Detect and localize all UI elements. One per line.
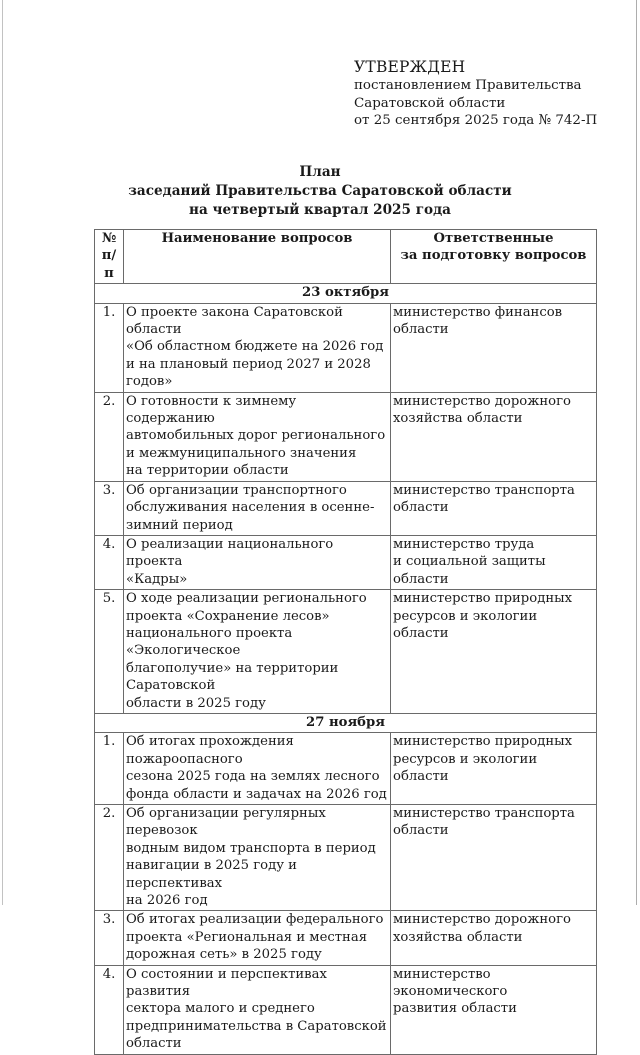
section-row bbox=[95, 284, 597, 303]
approval-stamp: УТВЕРЖДЕН bbox=[354, 58, 466, 76]
question-line: национального проекта «Экологическое bbox=[126, 625, 293, 659]
row-number: 3. bbox=[95, 911, 124, 965]
table-row bbox=[95, 392, 597, 481]
question-cell bbox=[124, 805, 391, 911]
table-header-row bbox=[95, 230, 597, 284]
responsible-cell bbox=[391, 392, 597, 481]
title-line: на четвертый квартал 2025 года bbox=[189, 202, 451, 218]
question-cell bbox=[124, 535, 391, 589]
header-num-line2: п/п bbox=[101, 248, 117, 281]
responsible-cell bbox=[391, 965, 597, 1054]
document-title bbox=[0, 163, 640, 220]
table-row bbox=[95, 911, 597, 965]
question-line: области bbox=[126, 1036, 182, 1052]
question-line: Об итогах реализации федерального bbox=[126, 912, 384, 928]
title-line: заседаний Правительства Саратовской области bbox=[128, 183, 512, 199]
row-number: 1. bbox=[95, 303, 124, 392]
responsible-line: области bbox=[393, 500, 449, 516]
responsible-line: министерство финансов bbox=[393, 304, 563, 320]
header-responsible bbox=[391, 230, 597, 284]
question-line: сезона 2025 года на землях лесного bbox=[126, 769, 380, 785]
question-line: Об итогах прохождения пожароопасного bbox=[126, 734, 294, 767]
table-row bbox=[95, 805, 597, 911]
question-cell bbox=[124, 590, 391, 714]
responsible-cell bbox=[391, 535, 597, 589]
approval-line: от 25 сентября 2025 года № 742-П bbox=[354, 113, 598, 128]
page-edge-right bbox=[636, 0, 637, 905]
responsible-line: и социальной защиты области bbox=[393, 554, 546, 587]
question-line: водным видом транспорта в период bbox=[126, 840, 376, 856]
question-line: дорожная сеть» в 2025 году bbox=[126, 947, 322, 963]
plan-table-body bbox=[95, 284, 597, 1054]
row-number: 2. bbox=[95, 392, 124, 481]
responsible-cell bbox=[391, 911, 597, 965]
responsible-line: области bbox=[393, 322, 449, 338]
table-row bbox=[95, 303, 597, 392]
question-cell bbox=[124, 303, 391, 392]
row-number: 3. bbox=[95, 481, 124, 535]
table-row bbox=[95, 535, 597, 589]
question-cell bbox=[124, 392, 391, 481]
responsible-line: области bbox=[393, 823, 449, 839]
question-line: зимний период bbox=[126, 517, 233, 533]
responsible-line: развития области bbox=[393, 1001, 517, 1017]
responsible-line: министерство дорожного bbox=[393, 393, 571, 409]
row-number: 5. bbox=[95, 590, 124, 714]
table-row bbox=[95, 733, 597, 805]
question-line: «Об областном бюджете на 2026 год bbox=[126, 339, 384, 355]
question-line: О ходе реализации регионального bbox=[126, 591, 367, 607]
header-num bbox=[95, 230, 124, 284]
header-responsible-line2: за подготовку вопросов bbox=[400, 248, 587, 264]
responsible-line: министерство природных bbox=[393, 734, 573, 750]
responsible-cell bbox=[391, 481, 597, 535]
responsible-line: министерство природных bbox=[393, 591, 573, 607]
question-line: на территории области bbox=[126, 463, 289, 479]
header-question: Наименование вопросов bbox=[124, 230, 391, 284]
question-line: сектора малого и среднего bbox=[126, 1001, 315, 1017]
responsible-cell bbox=[391, 805, 597, 911]
question-line: О состоянии и перспективах развития bbox=[126, 966, 327, 1000]
responsible-cell bbox=[391, 590, 597, 714]
question-line: фонда области и задачах на 2026 год bbox=[126, 786, 387, 802]
question-line: области в 2025 году bbox=[126, 695, 266, 711]
responsible-line: ресурсов и экологии области bbox=[393, 608, 538, 641]
section-date: 27 ноября bbox=[95, 713, 597, 732]
question-line: О проекте закона Саратовской области bbox=[126, 304, 343, 338]
question-cell bbox=[124, 911, 391, 965]
question-line: предпринимательства в Саратовской bbox=[126, 1018, 387, 1034]
row-number: 4. bbox=[95, 535, 124, 589]
responsible-cell bbox=[391, 303, 597, 392]
question-line: О реализации национального проекта bbox=[126, 536, 334, 570]
question-line: и на плановый период 2027 и 2028 годов» bbox=[126, 356, 371, 390]
table-row bbox=[95, 965, 597, 1054]
responsible-line: хозяйства области bbox=[393, 411, 523, 427]
responsible-line: министерство дорожного bbox=[393, 912, 571, 928]
question-line: благополучие» на территории Саратовской bbox=[126, 660, 339, 694]
question-cell bbox=[124, 733, 391, 805]
responsible-line: ресурсов и экологии области bbox=[393, 751, 538, 785]
responsible-line: министерство транспорта bbox=[393, 806, 575, 821]
question-line: О готовности к зимнему содержанию bbox=[126, 393, 297, 427]
row-number: 1. bbox=[95, 733, 124, 805]
question-cell bbox=[124, 965, 391, 1054]
responsible-line: хозяйства области bbox=[393, 929, 523, 945]
header-num-line1: № bbox=[101, 231, 117, 246]
table-row bbox=[95, 481, 597, 535]
responsible-line: министерство транспорта bbox=[393, 482, 575, 498]
question-line: Об организации регулярных перевозок bbox=[126, 806, 326, 839]
page-edge-left bbox=[2, 0, 3, 905]
question-line: обслуживания населения в осенне- bbox=[126, 500, 375, 516]
row-number: 2. bbox=[95, 805, 124, 911]
title-line: План bbox=[299, 164, 341, 180]
question-line: на 2026 год bbox=[126, 893, 208, 909]
header-responsible-line1: Ответственные bbox=[433, 231, 554, 246]
question-line: автомобильных дорог регионального bbox=[126, 428, 386, 444]
responsible-line: министерство труда bbox=[393, 536, 535, 552]
question-line: проекта «Региональная и местная bbox=[126, 929, 368, 945]
row-number: 4. bbox=[95, 965, 124, 1054]
question-line: Об организации транспортного bbox=[126, 482, 347, 498]
table-row bbox=[95, 590, 597, 714]
question-cell bbox=[124, 481, 391, 535]
question-line: «Кадры» bbox=[126, 571, 188, 587]
section-date: 23 октября bbox=[95, 284, 597, 303]
plan-table bbox=[94, 229, 597, 1055]
question-line: и межмуниципального значения bbox=[126, 445, 357, 461]
question-line: навигации в 2025 году и перспективах bbox=[126, 858, 297, 891]
approval-line: постановлением Правительства bbox=[354, 78, 582, 93]
approval-block bbox=[354, 58, 597, 130]
section-row bbox=[95, 713, 597, 732]
responsible-line: министерство экономического bbox=[393, 966, 508, 1000]
approval-line: Саратовской области bbox=[354, 95, 506, 111]
question-line: проекта «Сохранение лесов» bbox=[126, 608, 330, 624]
responsible-cell bbox=[391, 733, 597, 805]
